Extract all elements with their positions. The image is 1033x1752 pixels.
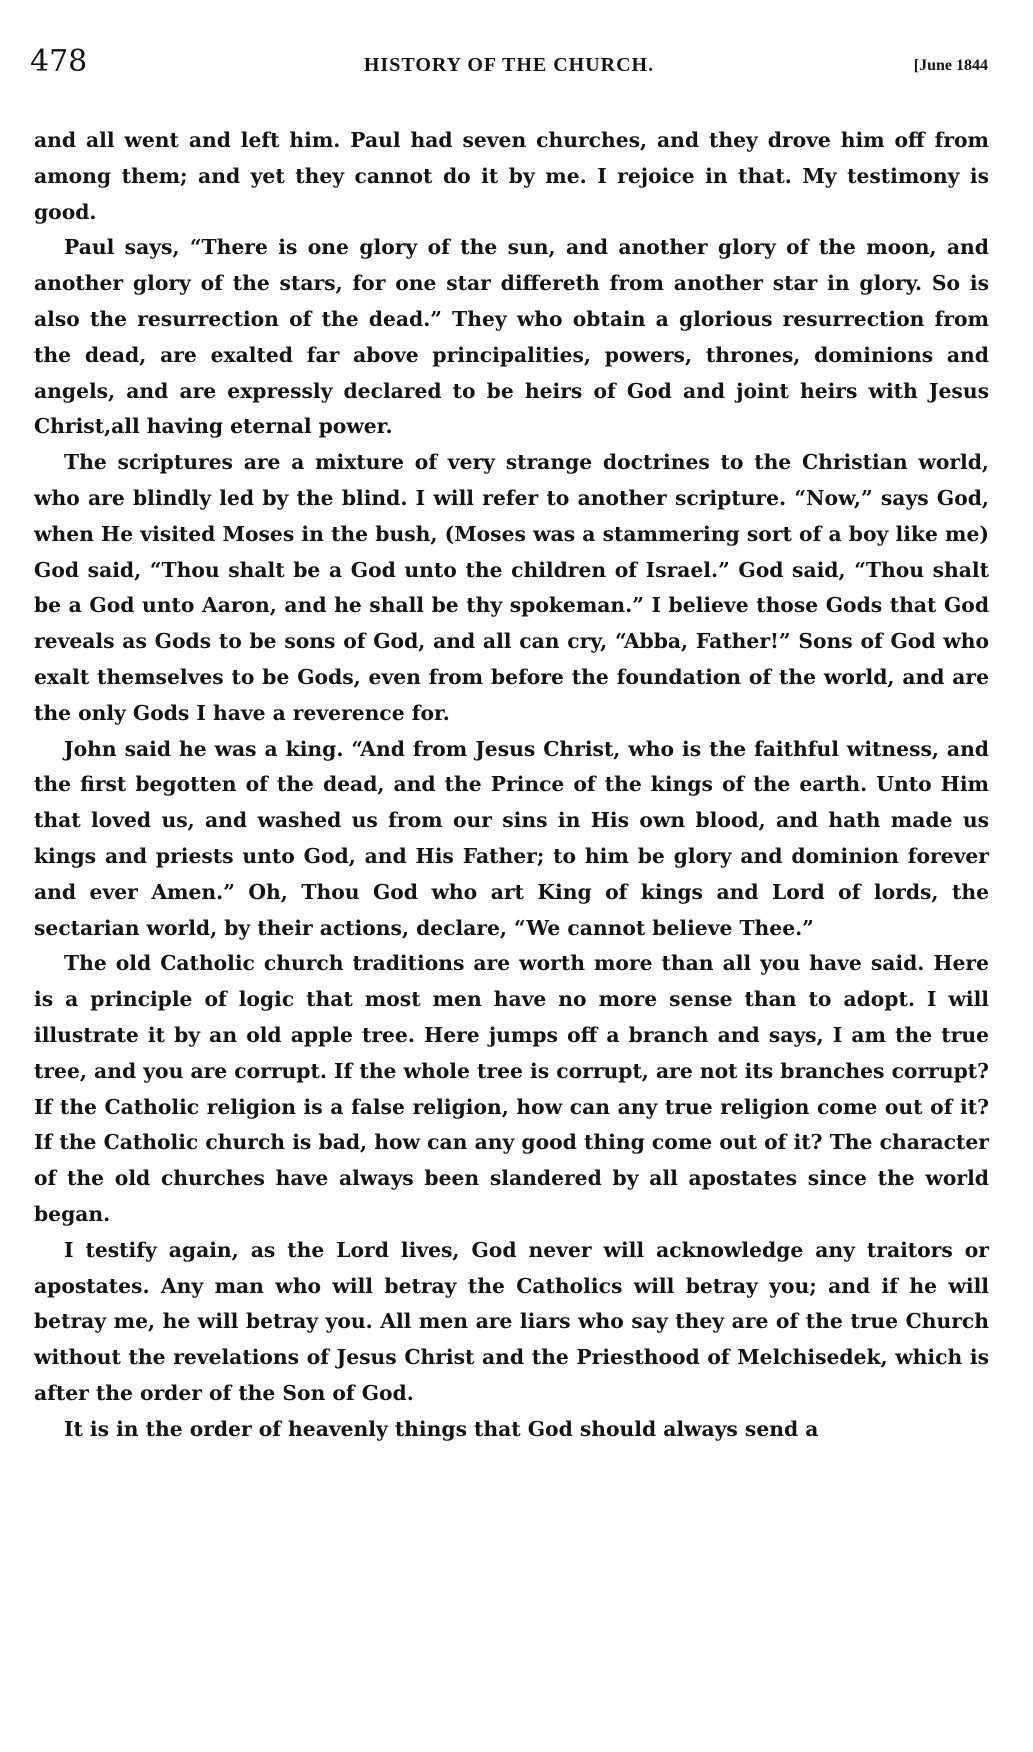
paragraph: The scriptures are a mixture of very strange doctrines to the Christian world, who are blindly led by the blind. I will refer to another scripture. “Now,” says God, when He visited Moses in the bush, (Moses was a stammering sort of a boy like me) God said, “Thou shalt be a God unto the children of Israel.” God said, “Thou shalt be a God unto Aaron, and he shall be thy spokeman.” I believe those Gods that God reveals as Gods to be sons of God, and all can cry, “Abba, Father!” Sons of God who exalt themselves to be Gods, even from before the foundation of the world, and are the only Gods I have a reverence for. xyxy=(34,450,989,725)
running-head xyxy=(30,44,988,84)
page-number: 478 xyxy=(30,44,88,79)
book-title: HISTORY OF THE CHURCH. xyxy=(363,54,655,76)
paragraph-continuation: and all went and left him. Paul had seven churches, and they drove him off from among them; and yet they cannot do it by me. I rejoice in that. My testimony is good. xyxy=(34,128,989,224)
paragraph: It is in the order of heavenly things that God should always send a xyxy=(64,1416,819,1441)
paragraph: The old Catholic church traditions are worth more than all you have said. Here is a principle of logic that most men have no more sense than to adopt. I will illustrate it by an old apple tree. Here jumps off a branch and says, I am the true tree, and you are corrupt. If the whole tree is corrupt, are not its branches corrupt? If the Catholic religion is a false religion, how can any true religion come out of it? If the Catholic church is bad, how can any good thing come out of it? The character of the old churches have always been slandered by all apostates since the world began. xyxy=(34,951,989,1226)
paragraph: John said he was a king. “And from Jesus Christ, who is the faithful witness, and the first begotten of the dead, and the Prince of the kings of the earth. Unto Him that loved us, and washed us from our sins in His own blood, and hath made us kings and priests unto God, and His Father; to him be glory and dominion forever and ever Amen.” Oh, Thou God who art King of kings and Lord of lords, the sectarian world, by their actions, declare, “We cannot believe Thee.” xyxy=(34,736,989,940)
date-note: [June 1844 xyxy=(913,57,988,74)
paragraph: Paul says, “There is one glory of the sun, and another glory of the moon, and another glory of the stars, for one star differeth from another star in glory. So is also the resurrection of the dead.” They who obtain a glorious resurrection from the dead, are exalted far above principalities, powers, thrones, dominions and angels, and are expressly declared to be heirs of God and joint heirs with Jesus Christ,all having eternal power. xyxy=(34,235,989,439)
body-text xyxy=(34,123,989,1447)
paragraph: I testify again, as the Lord lives, God never will acknowledge any traitors or apostates. Any man who will betray the Catholics will betray you; and if he will betray me, he will betray you. All men are liars who say they are of the true Church without the revelations of Jesus Christ and the Priesthood of Melchisedek, which is after the order of the Son of God. xyxy=(34,1237,989,1405)
